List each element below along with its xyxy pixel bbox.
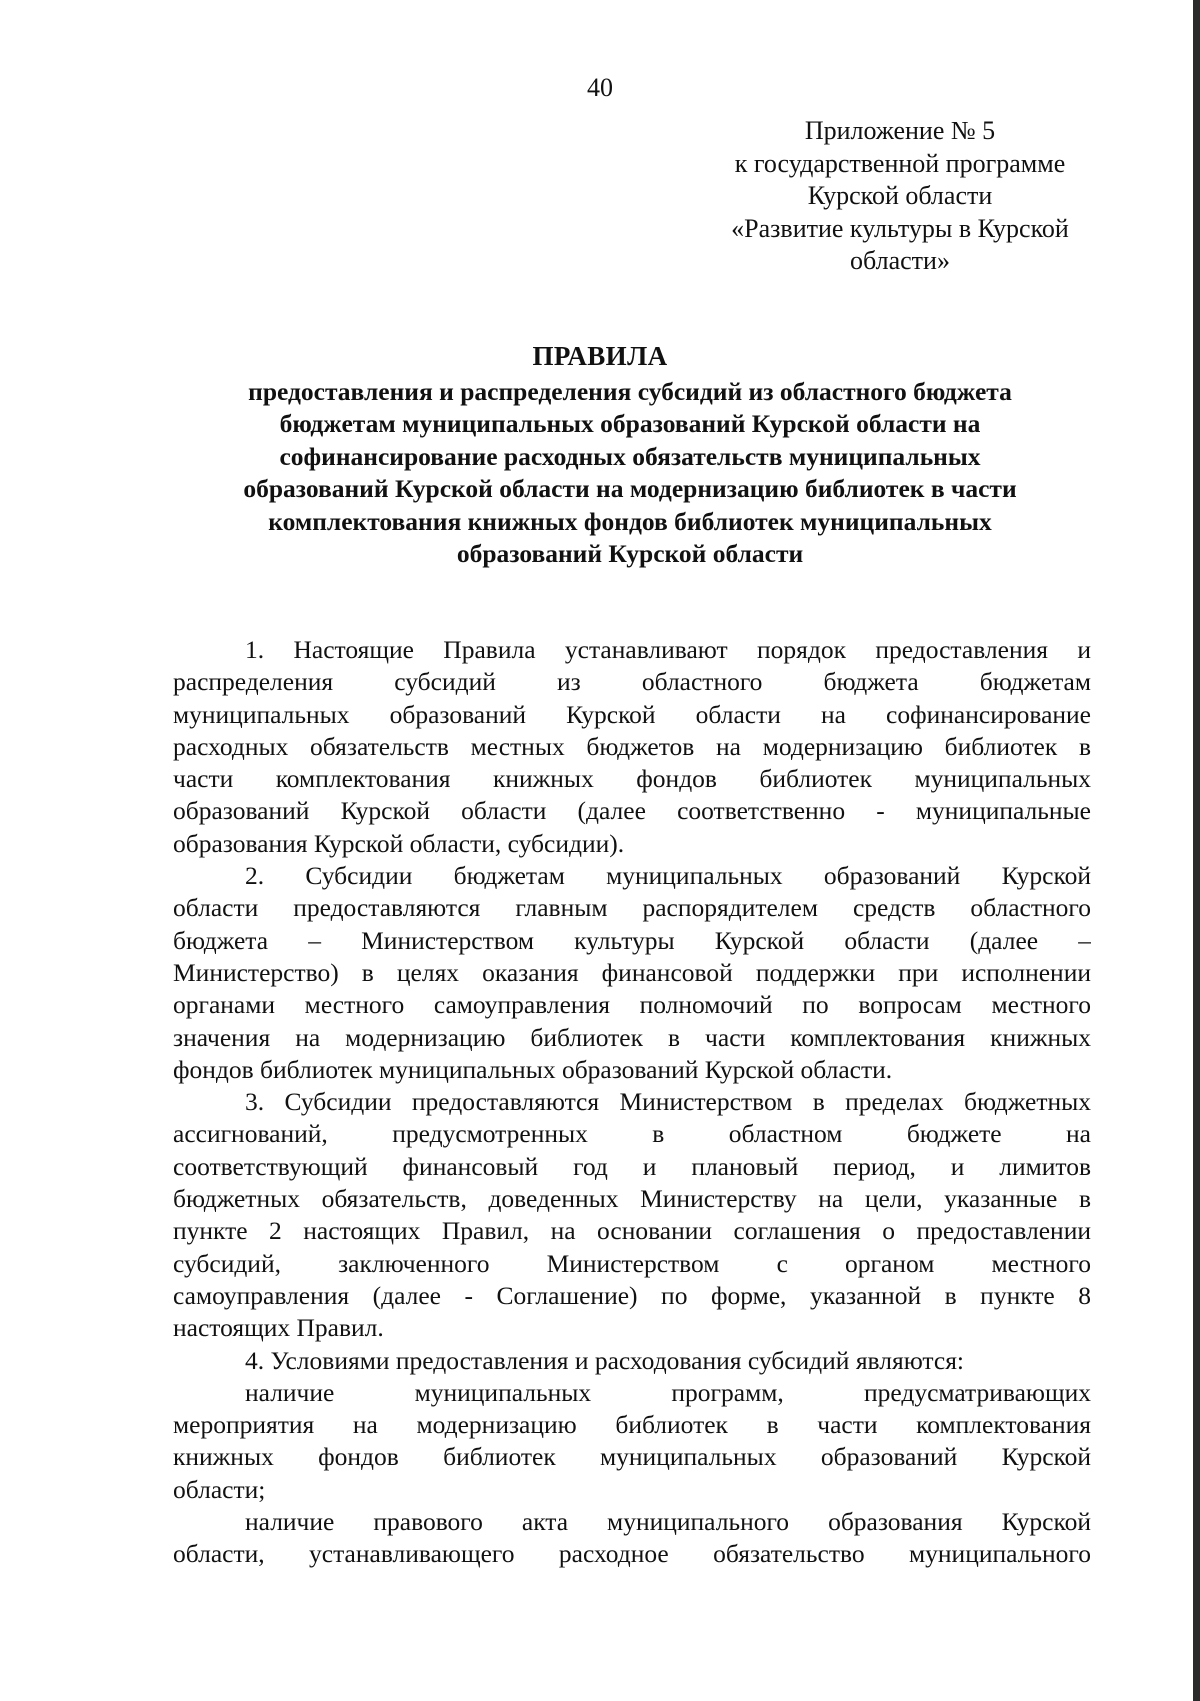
body-line: соответствующий финансовый год и плановый период, и лимитов [173,1151,1091,1181]
body-line: ассигнований, предусмотренных в областном бюджете на [173,1119,1091,1149]
document-title: ПРАВИЛА [532,341,668,371]
subtitle-line: бюджетам муниципальных образований Курской области на [279,409,981,439]
appendix-header [700,115,1100,278]
appendix-line: «Развитие культуры в Курской [731,213,1069,243]
appendix-line: области» [850,246,950,275]
subtitle-line: предоставления и распределения субсидий из областного бюджета [248,377,1012,406]
body-line: пункте 2 настоящих Правил, на основании соглашения о предоставлении [173,1216,1091,1246]
body-line: Министерство) в целях оказания финансовой поддержки при исполнении [173,957,1091,987]
document-body [173,634,1091,1571]
body-line: наличие правового акта муниципального образования Курской [245,1507,1091,1537]
subtitle-line: комплектования книжных фондов библиотек муниципальных [268,506,992,536]
page-number: 40 [587,73,613,102]
appendix-line: Курской области [807,181,993,210]
body-line: значения на модернизацию библиотек в части комплектования книжных [173,1022,1091,1052]
body-line: области, устанавливающего расходное обязательство муниципального [173,1539,1091,1569]
body-line: муниципальных образований Курской области на софинансирование [173,699,1091,729]
document-subtitle [185,376,1075,570]
body-line: 3. Субсидии предоставляются Министерством в пределах бюджетных [245,1087,1091,1117]
subtitle-line: образований Курской области на модернизацию библиотек в части [243,474,1017,504]
body-line: расходных обязательств местных бюджетов на модернизацию библиотек в [173,731,1091,761]
body-line: бюджетных обязательств, доведенных Министерству на цели, указанные в [173,1184,1091,1214]
subtitle-line: софинансирование расходных обязательств муниципальных [279,441,981,471]
appendix-line: к государственной программе [734,148,1066,178]
body-line: области предоставляются главным распорядителем средств областного [173,893,1091,923]
body-line: 4. Условиями предоставления и расходования субсидий являются: [245,1345,965,1375]
body-line: книжных фондов библиотек муниципальных образований Курской [173,1442,1091,1472]
body-line: части комплектования книжных фондов библиотек муниципальных [173,764,1091,794]
body-line: самоуправления (далее - Соглашение) по форме, указанной в пункте 8 [173,1280,1091,1310]
subtitle-line: образований Курской области [456,539,804,569]
appendix-line: Приложение № 5 [804,116,996,145]
body-line: мероприятия на модернизацию библиотек в части комплектования [173,1410,1091,1440]
scan-edge [1193,0,1200,1701]
body-line: 2. Субсидии бюджетам муниципальных образований Курской [245,861,1091,891]
body-line: образования Курской области, субсидии). [173,828,625,858]
body-line: наличие муниципальных программ, предусматривающих [245,1377,1091,1407]
body-line: образований Курской области (далее соответственно - муниципальные [173,796,1091,826]
body-line: настоящих Правил. [173,1313,384,1343]
body-line: области; [173,1474,266,1504]
body-line: 1. Настоящие Правила устанавливают порядок предоставления и [245,635,1091,664]
body-line: бюджета – Министерством культуры Курской области (далее – [173,925,1091,955]
body-line: органами местного самоуправления полномочий по вопросам местного [173,990,1091,1020]
body-line: фондов библиотек муниципальных образований Курской области. [173,1054,893,1084]
body-line: распределения субсидий из областного бюджета бюджетам [173,667,1091,697]
body-line: субсидий, заключенного Министерством с органом местного [173,1248,1091,1278]
